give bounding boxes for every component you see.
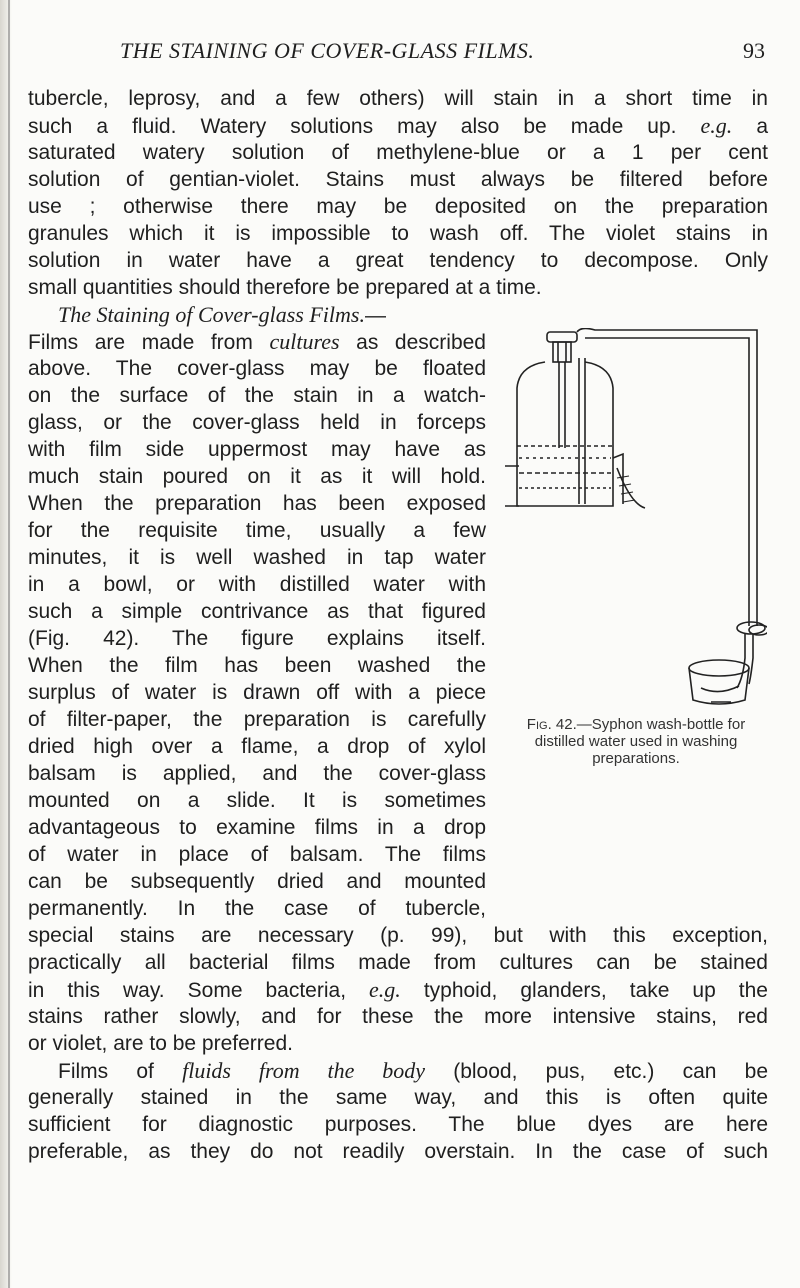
figure-caption-text: —Syphon wash-bottle for distilled water used in washing preparations. (534, 716, 746, 767)
text-line: special stains are necessary (p. 99), but with this exception, (28, 924, 768, 947)
figure-label: Fig. 42. (526, 716, 577, 733)
text-segment: as described (356, 331, 486, 354)
page-header (0, 38, 800, 68)
text-line (28, 331, 486, 353)
text-line: glass, or the cover-glass held in forceps (28, 411, 486, 434)
section-heading (58, 304, 498, 326)
text-line: minutes, it is well washed in tap water (28, 546, 486, 569)
bottle-stopper-top (547, 332, 577, 342)
italic-eg: e.g. (369, 977, 401, 1002)
text-line: much stain poured on it as it will hold. (28, 465, 486, 488)
text-line: When the film has been washed the (28, 654, 486, 677)
page-gutter-line (8, 0, 10, 1288)
text-line: balsam is applied, and the cover-glass (28, 762, 486, 785)
text-line: on the surface of the stain in a watch- (28, 384, 486, 407)
text-line: of water in place of balsam. The films (28, 843, 486, 866)
text-line: use ; otherwise there may be deposited on the preparation (28, 195, 768, 218)
text-line: (Fig. 42). The figure explains itself. (28, 627, 486, 650)
text-line: permanently. In the case of tubercle, (28, 897, 486, 920)
text-segment: Films are made from (28, 331, 253, 354)
text-line: advantageous to examine films in a drop (28, 816, 486, 839)
text-line (58, 1060, 768, 1082)
text-line (28, 979, 768, 1001)
syphon-wash-bottle-figure (505, 328, 767, 708)
text-line: stains rather slowly, and for these the more intensive stains, red (28, 1005, 768, 1028)
heading-dash: — (364, 304, 386, 327)
syphon-wash-bottle-illustration (505, 328, 767, 708)
italic-eg: e.g. (700, 113, 733, 138)
text-line (28, 115, 768, 137)
text-line: practically all bacterial films made from cultures can be stained (28, 951, 768, 974)
text-line: small quantities should therefore be prepared at a time. (28, 276, 542, 299)
text-line: sufficient for diagnostic purposes. The blue dyes are here (28, 1113, 768, 1136)
text-line: mounted on a slide. It is sometimes (28, 789, 486, 812)
collecting-dish (689, 660, 749, 676)
text-line: solution in water have a great tendency to decompose. Only (28, 249, 768, 272)
page-number: 93 (743, 38, 765, 63)
text-line: in a bowl, or with distilled water with (28, 573, 486, 596)
text-line: surplus of water is drawn off with a piece (28, 681, 486, 704)
text-segment: Films of (58, 1060, 154, 1083)
text-line: granules which it is impossible to wash off. The violet stains in (28, 222, 768, 245)
section-heading-text: The Staining of Cover-glass Films. (58, 302, 365, 327)
text-line: above. The cover-glass may be floated (28, 357, 486, 380)
text-line: or violet, are to be preferred. (28, 1032, 293, 1055)
italic-cultures: cultures (269, 329, 340, 354)
book-spine-shadow (0, 0, 12, 1288)
italic-fluids: fluids from the body (182, 1058, 425, 1083)
running-head: THE STAINING OF COVER-GLASS FILMS. (120, 38, 535, 63)
text-line: of filter-paper, the preparation is carefully (28, 708, 486, 731)
text-line: solution of gentian-violet. Stains must always be filtered before (28, 168, 768, 191)
text-line: such a simple contrivance as that figured (28, 600, 486, 623)
text-line: for the requisite time, usually a few (28, 519, 486, 542)
text-line: with film side uppermost may have as (28, 438, 486, 461)
text-line: When the preparation has been exposed (28, 492, 486, 515)
text-line: can be subsequently dried and mounted (28, 870, 486, 893)
text-segment: a (756, 115, 768, 138)
text-segment: (blood, pus, etc.) can be (453, 1060, 768, 1083)
text-segment: typhoid, glanders, take up the (423, 979, 768, 1002)
text-line: preferable, as they do not readily overstain. In the case of such (28, 1140, 768, 1163)
figure-caption (500, 716, 772, 767)
text-segment: in this way. Some bacteria, (28, 979, 347, 1002)
text-line: dried high over a flame, a drop of xylol (28, 735, 486, 758)
bottle-neck (553, 342, 571, 362)
text-segment: such a fluid. Watery solutions may also be made up. (28, 115, 677, 138)
text-line: tubercle, leprosy, and a few others) will stain in a short time in (28, 87, 768, 110)
text-line: generally stained in the same way, and this is often quite (28, 1086, 768, 1109)
text-line: saturated watery solution of methylene-blue or a 1 per cent (28, 141, 768, 164)
